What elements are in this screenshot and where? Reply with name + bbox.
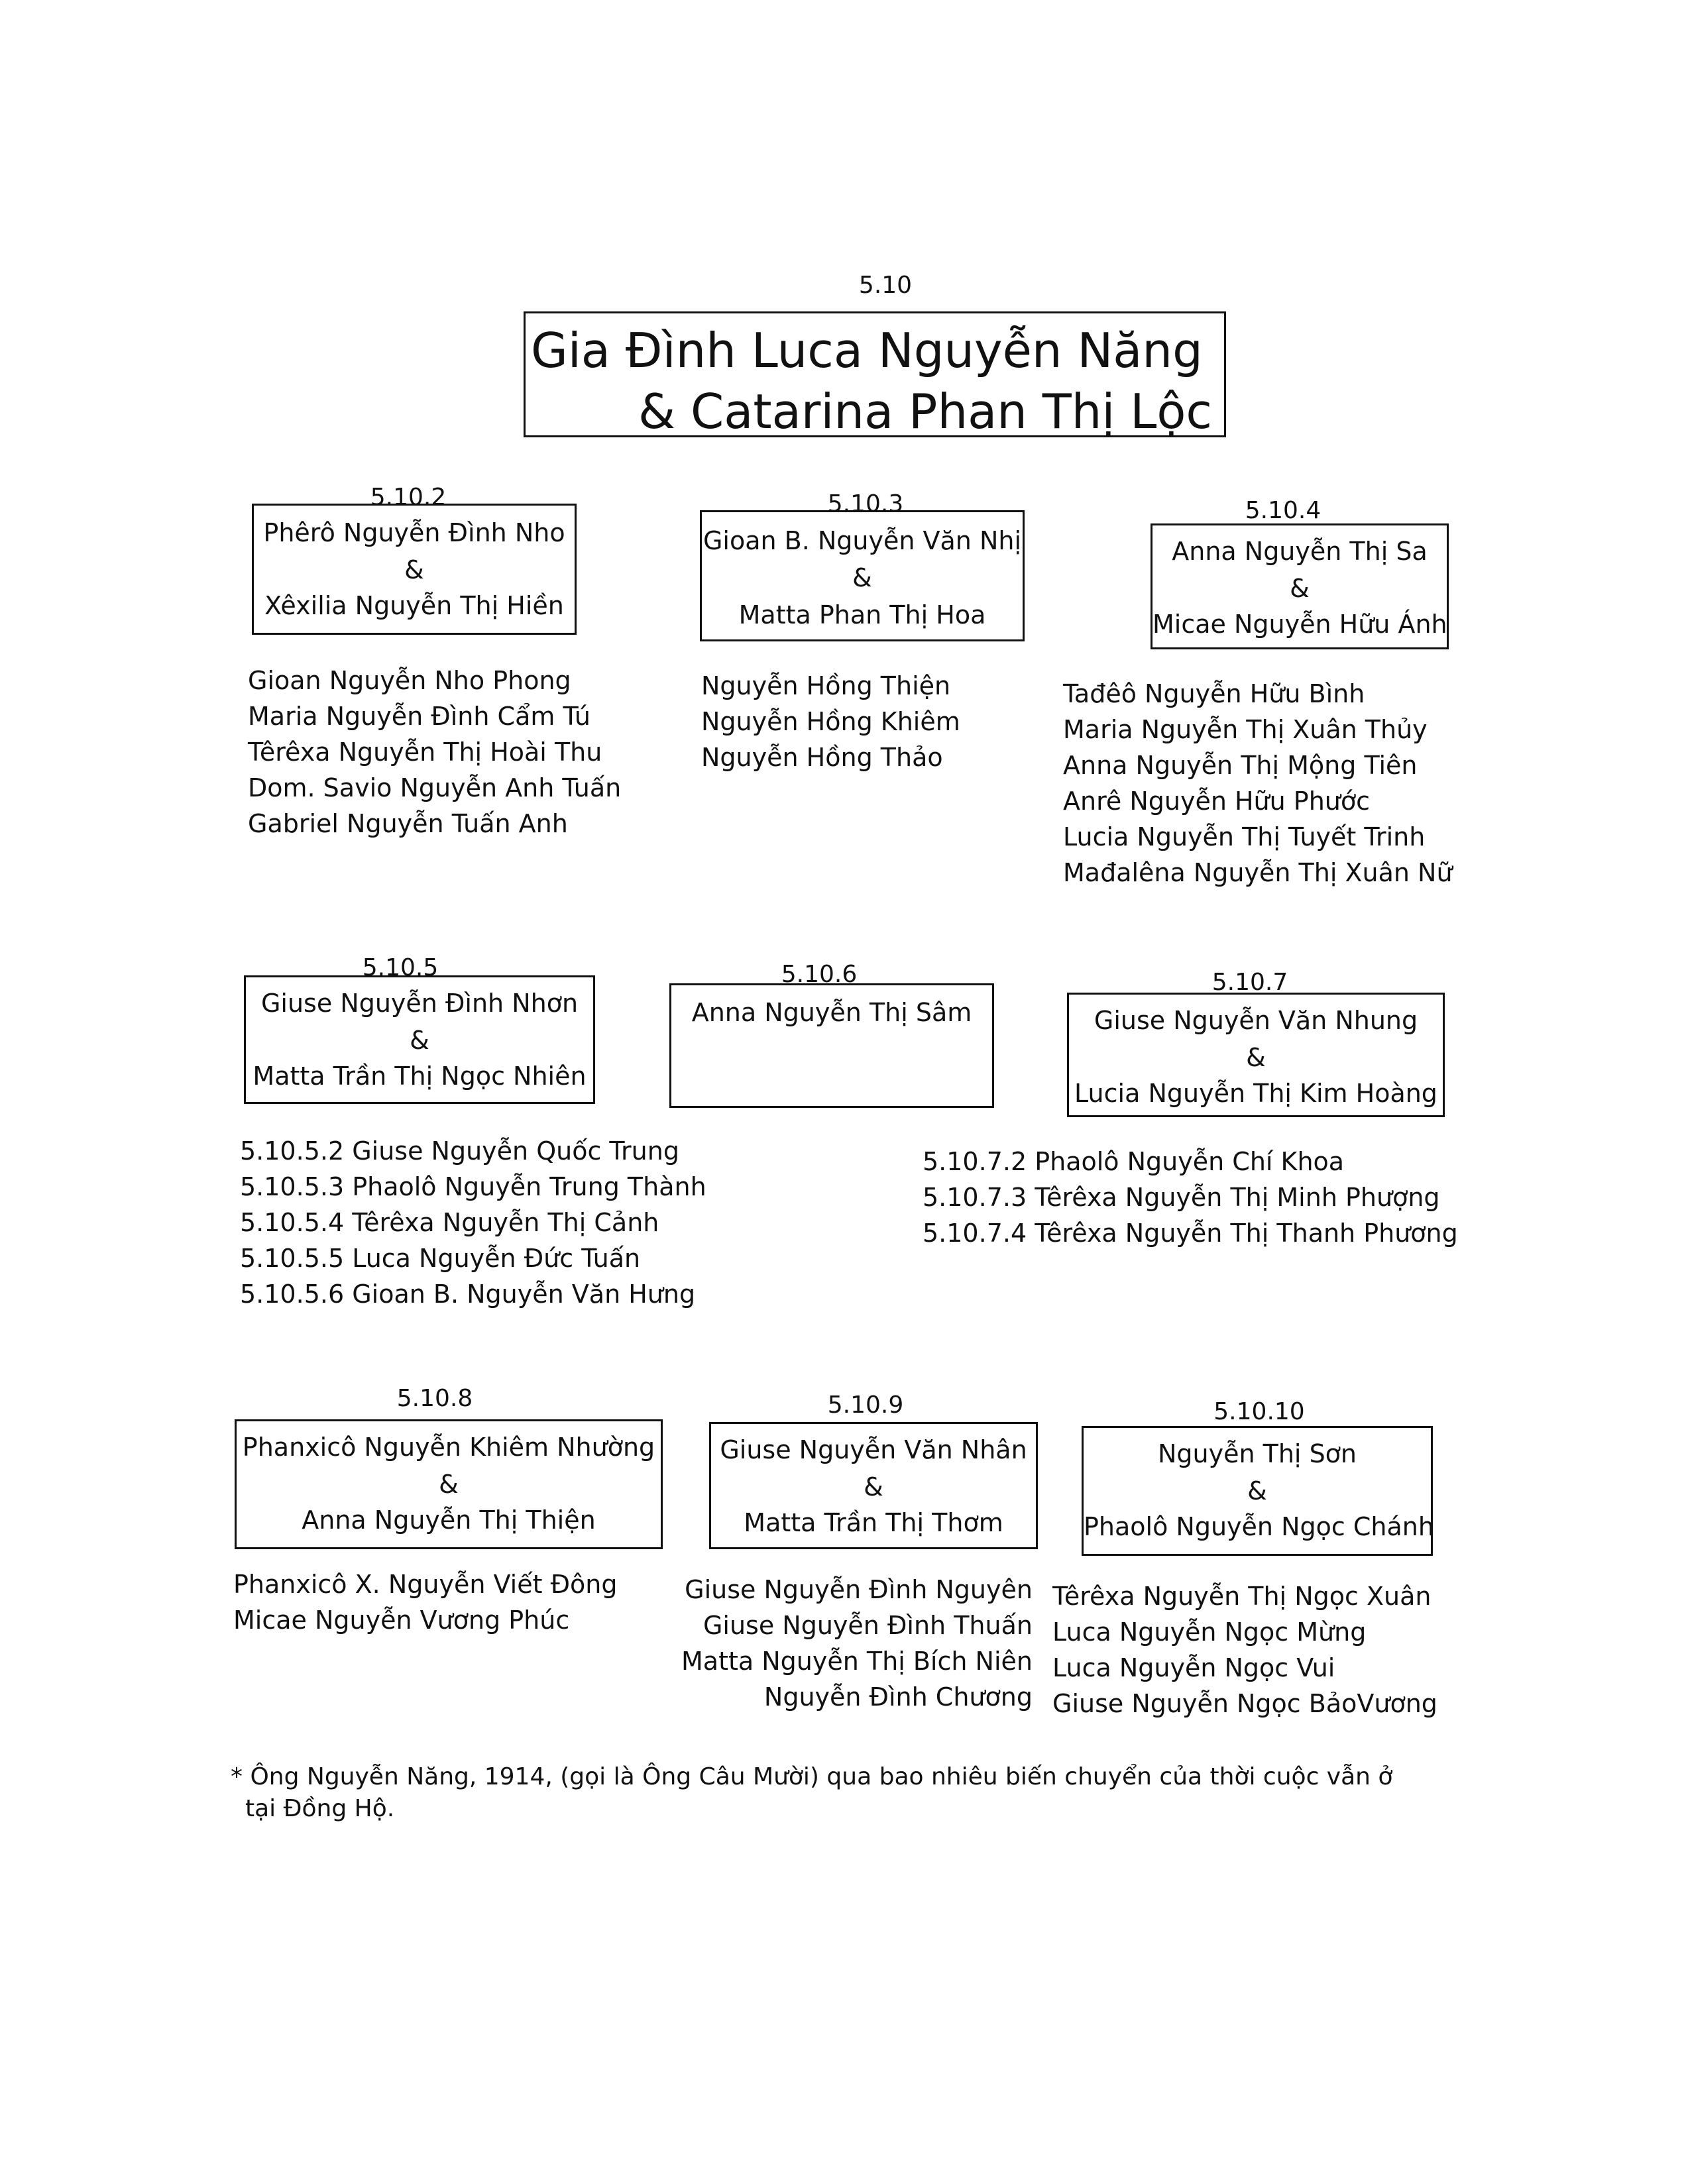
couple-box [235, 1419, 663, 1549]
children-list [701, 668, 960, 775]
child-name: Nguyễn Hồng Khiêm [701, 707, 960, 736]
spouse-name: Anna Nguyễn Thị Sa [1172, 537, 1428, 566]
child-name: Mađalêna Nguyễn Thị Xuân Nữ [1063, 858, 1453, 887]
spouse-name: Anna Nguyễn Thị Thiện [302, 1505, 596, 1535]
spouse-name: Phanxicô Nguyễn Khiêm Nhường [242, 1433, 655, 1462]
spouse-name: Xêxilia Nguyễn Thị Hiền [264, 591, 564, 620]
child-name: 5.10.7.3 Têrêxa Nguyễn Thị Minh Phượng [923, 1183, 1440, 1212]
spouse-name: Anna Nguyễn Thị Sâm [691, 998, 972, 1027]
ampersand: & [439, 1470, 459, 1499]
footnote [231, 1761, 1437, 1825]
ampersand: & [864, 1472, 883, 1502]
spouse-name: Giuse Nguyễn Văn Nhung [1094, 1006, 1418, 1035]
ampersand: & [1246, 1043, 1266, 1072]
child-name: 5.10.5.5 Luca Nguyễn Đức Tuấn [240, 1244, 641, 1273]
couple-box [1067, 993, 1445, 1117]
family-number: 5.10.4 [1245, 497, 1321, 524]
child-name: Nguyễn Đình Chương [763, 1682, 1033, 1712]
child-name: Maria Nguyễn Đình Cẩm Tú [248, 702, 590, 731]
child-name: Micae Nguyễn Vương Phúc [233, 1606, 570, 1635]
couple-box [252, 504, 577, 635]
child-name: 5.10.7.4 Têrêxa Nguyễn Thị Thanh Phương [923, 1219, 1458, 1248]
child-name: Gabriel Nguyễn Tuấn Anh [248, 809, 568, 838]
spouse-name: Nguyễn Thị Sơn [1157, 1439, 1357, 1468]
child-name: Maria Nguyễn Thị Xuân Thủy [1063, 715, 1428, 744]
couple-box [1151, 523, 1449, 649]
children-list [233, 1566, 617, 1638]
family-number: 5.10.7 [1211, 969, 1288, 996]
children-list [240, 1133, 706, 1312]
children-list [248, 663, 621, 842]
family-number: 5.10.6 [781, 961, 858, 988]
ampersand: & [852, 563, 872, 592]
family-number: 5.10.9 [827, 1392, 904, 1419]
family-title-line1: Gia Đình Luca Nguyễn Năng [531, 323, 1203, 378]
couple-box [1082, 1426, 1433, 1556]
child-name: 5.10.5.2 Giuse Nguyễn Quốc Trung [240, 1136, 679, 1166]
family-title-line2: & Catarina Phan Thị Lộc [638, 384, 1212, 439]
child-name: Tađêô Nguyễn Hữu Bình [1063, 679, 1365, 708]
family-number: 5.10.3 [827, 490, 904, 518]
couple-box [669, 983, 994, 1108]
family-number: 5.10.2 [370, 484, 447, 511]
child-name: Nguyễn Hồng Thảo [701, 743, 943, 772]
couple-box [709, 1422, 1038, 1549]
ampersand: & [1247, 1476, 1267, 1505]
child-name: Têrêxa Nguyễn Thị Hoài Thu [248, 737, 602, 767]
child-name: Anrê Nguyễn Hữu Phước [1063, 787, 1371, 816]
child-name: 5.10.5.6 Gioan B. Nguyễn Văn Hưng [240, 1280, 696, 1309]
family-number: 5.10.8 [396, 1385, 473, 1412]
spouse-name: Giuse Nguyễn Văn Nhân [720, 1435, 1027, 1464]
children-list [923, 1144, 1458, 1251]
footnote-line: * Ông Nguyễn Năng, 1914, (gọi là Ông Câu Mười) qua bao nhiêu biến chuyển của thời cuộc vẫn ở [231, 1763, 1393, 1790]
couple-box [244, 975, 595, 1104]
spouse-name: Matta Phan Thị Hoa [738, 600, 986, 629]
family-number: 5.10.10 [1213, 1398, 1305, 1425]
section-number: 5.10 [858, 272, 913, 299]
footnote-line: tại Đồng Hộ. [245, 1795, 395, 1822]
child-name: Nguyễn Hồng Thiện [701, 671, 951, 700]
family-number: 5.10.5 [362, 954, 439, 981]
family-title-box [524, 311, 1226, 437]
ampersand: & [1290, 574, 1310, 603]
spouse-name: Micae Nguyễn Hữu Ánh [1152, 610, 1447, 639]
children-list [1052, 1578, 1437, 1721]
child-name: Luca Nguyễn Ngọc Vui [1052, 1653, 1335, 1682]
child-name: Giuse Nguyễn Đình Thuấn [702, 1611, 1033, 1640]
child-name: Dom. Savio Nguyễn Anh Tuấn [248, 773, 622, 802]
child-name: 5.10.5.3 Phaolô Nguyễn Trung Thành [240, 1172, 706, 1201]
child-name: Luca Nguyễn Ngọc Mừng [1052, 1617, 1367, 1647]
spouse-name: Phêrô Nguyễn Đình Nho [263, 518, 565, 547]
ampersand: & [404, 555, 424, 584]
child-name: Têrêxa Nguyễn Thị Ngọc Xuân [1052, 1582, 1432, 1611]
child-name: Anna Nguyễn Thị Mộng Tiên [1063, 751, 1418, 780]
spouse-name: Matta Trần Thị Thơm [744, 1508, 1003, 1537]
ampersand: & [410, 1026, 429, 1055]
child-name: Giuse Nguyễn Ngọc BảoVương [1052, 1689, 1437, 1718]
child-name: Phanxicô X. Nguyễn Viết Đông [233, 1570, 618, 1599]
children-list [681, 1572, 1033, 1715]
child-name: 5.10.7.2 Phaolô Nguyễn Chí Khoa [923, 1147, 1345, 1176]
spouse-name: Matta Trần Thị Ngọc Nhiên [253, 1062, 587, 1091]
spouse-name: Phaolô Nguyễn Ngọc Chánh [1084, 1512, 1434, 1541]
child-name: Giuse Nguyễn Đình Nguyên [685, 1575, 1033, 1604]
child-name: Lucia Nguyễn Thị Tuyết Trinh [1063, 822, 1426, 851]
child-name: Matta Nguyễn Thị Bích Niên [681, 1647, 1033, 1676]
couple-box [700, 510, 1025, 641]
spouse-name: Gioan B. Nguyễn Văn Nhị [702, 526, 1022, 555]
children-list [1063, 676, 1453, 891]
spouse-name: Giuse Nguyễn Đình Nhơn [260, 989, 579, 1018]
spouse-name: Lucia Nguyễn Thị Kim Hoàng [1074, 1079, 1437, 1108]
child-name: Gioan Nguyễn Nho Phong [248, 666, 571, 695]
child-name: 5.10.5.4 Têrêxa Nguyễn Thị Cảnh [240, 1208, 659, 1237]
